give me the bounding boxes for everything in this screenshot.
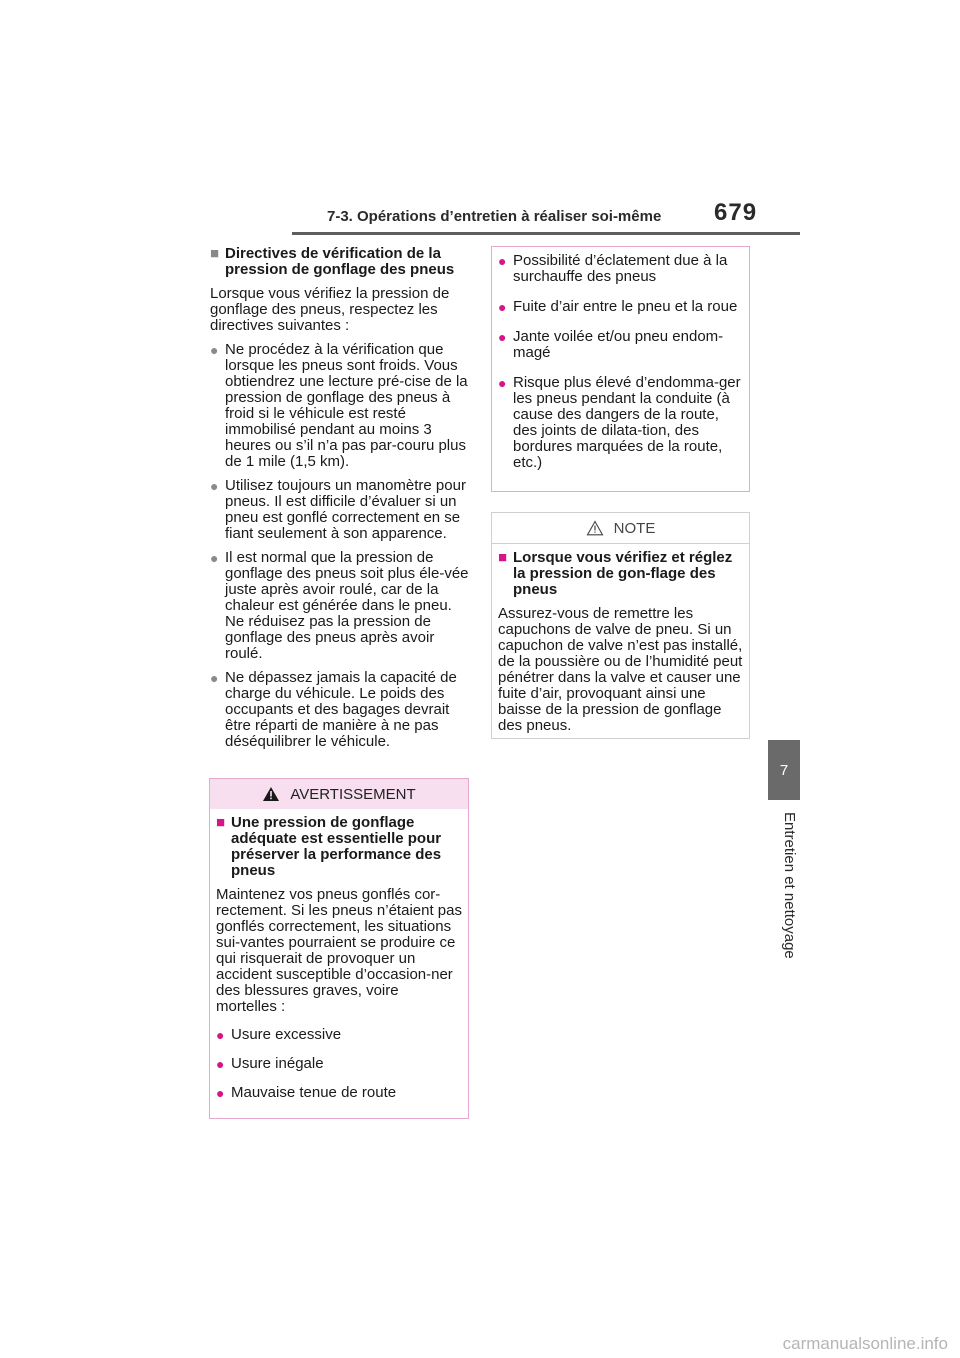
list-item-text: Possibilité d’éclatement due à la surchauffe des pneus xyxy=(513,252,728,285)
warning-triangle-icon xyxy=(262,786,280,802)
bullet-dot-icon: ● xyxy=(216,1027,225,1043)
bullet-dot-icon: ● xyxy=(216,1085,225,1101)
note-header xyxy=(492,513,749,544)
warning-heading-text: Une pression de gonflage adéquate est essentielle pour préserver la performance des pneus xyxy=(231,814,442,879)
warning-body xyxy=(210,809,468,1101)
list-item-text: Il est normal que la pression de gonflage des pneus soit plus éle-vée juste après avoir roulé, car de la chaleur est générée dans le pneu. Ne réduisez pas la pression de gonflage des pneus après avoir roulé. xyxy=(225,549,469,662)
warning-heading xyxy=(216,815,462,879)
bullet-dot-icon: ● xyxy=(210,478,219,494)
list-item xyxy=(216,1027,462,1043)
list-item-text: Ne procédez à la vérification que lorsque les pneus sont froids. Vous obtiendrez une lecture pré-cise de la pression de gonflage des pneus à froid si le véhicule est resté immobilisé pendant au moins 3 heures ou s’il n’a pas par-couru plus de 1 mile (1,5 km). xyxy=(225,341,468,470)
bullet-dot-icon: ● xyxy=(210,550,219,566)
warning-continued-body xyxy=(492,247,749,471)
chapter-label: Entretien et nettoyage xyxy=(781,812,798,959)
list-item xyxy=(498,253,743,285)
list-item-text: Usure excessive xyxy=(231,1026,342,1043)
list-item-text: Utilisez toujours un manomètre pour pneus. Il est difficile d’évaluer si un pneu est gonflé correctement en se fiant seulement à son apparence. xyxy=(225,477,466,542)
list-item xyxy=(498,375,743,471)
list-item xyxy=(210,670,472,750)
warning-header xyxy=(210,779,468,809)
warning-paragraph: Maintenez vos pneus gonflés cor-rectement. Si les pneus n’étaient pas gonflés correctement, les situations sui-vantes pourraient se produire ce qui risquerait de provoquer un accident susceptible d’occasion-ner des blessures graves, voire mortelles : xyxy=(216,886,462,1015)
bullet-dot-icon: ● xyxy=(498,375,507,391)
list-item-text: Fuite d’air entre le pneu et la roue xyxy=(513,298,738,315)
list-item-text: Risque plus élevé d’endomma-ger les pneus pendant la conduite (à cause des dangers de la route, des joints de dilata-tion, des bordures marquées de la route, etc.) xyxy=(513,374,741,471)
note-paragraph: Assurez-vous de remettre les capuchons de valve de pneu. Si un capuchon de valve n’est pas installé, de la poussière ou de l’humidité peut pénétrer dans la valve et causer une fuite d’air, provoquant ainsi une baisse de la pression de gonflage des pneus. xyxy=(498,605,743,734)
left-column xyxy=(210,246,472,758)
warning-box xyxy=(209,778,469,1119)
bullet-dot-icon: ● xyxy=(498,299,507,315)
intro-paragraph: Lorsque vous vérifiez la pression de gonflage des pneus, respectez les directives suivantes : xyxy=(210,285,450,334)
list-item xyxy=(498,299,743,315)
list-item xyxy=(210,342,472,470)
list-item xyxy=(498,329,743,361)
list-item xyxy=(210,478,472,542)
list-item xyxy=(216,1056,462,1072)
list-item-text: Jante voilée et/ou pneu endom-magé xyxy=(513,328,724,361)
list-item-text: Mauvaise tenue de route xyxy=(231,1084,397,1101)
watermark: carmanualsonline.info xyxy=(782,1334,948,1353)
bullet-dot-icon: ● xyxy=(216,1056,225,1072)
note-heading xyxy=(498,550,743,598)
note-body xyxy=(492,544,749,734)
page-number: 679 xyxy=(714,199,758,226)
bullet-dot-icon: ● xyxy=(210,342,219,358)
header-rule xyxy=(292,232,800,235)
list-item-text: Ne dépassez jamais la capacité de charge du véhicule. Le poids des occupants et des bagages devrait être réparti de manière à ne pas déséquilibrer le véhicule. xyxy=(225,669,457,750)
list-item xyxy=(216,1085,462,1101)
caution-triangle-icon xyxy=(586,520,604,536)
chapter-number: 7 xyxy=(779,761,789,779)
square-bullet-icon: ■ xyxy=(498,549,508,566)
bullet-dot-icon: ● xyxy=(210,670,219,686)
section-title: 7-3. Opérations d’entretien à réaliser soi-même xyxy=(327,208,662,225)
list-item xyxy=(210,550,472,662)
bullet-dot-icon: ● xyxy=(498,329,507,345)
note-box xyxy=(491,512,750,739)
chapter-tab xyxy=(768,740,800,800)
warning-continued-box xyxy=(491,246,750,492)
warning-title: AVERTISSEMENT xyxy=(290,785,416,803)
section-heading-text: Directives de vérification de la pression de gonflage des pneus xyxy=(225,245,455,278)
list-item-text: Usure inégale xyxy=(231,1055,324,1072)
note-title: NOTE xyxy=(613,519,656,537)
section-heading xyxy=(210,246,472,278)
square-bullet-icon: ■ xyxy=(210,245,220,262)
square-bullet-icon: ■ xyxy=(216,814,226,831)
bullet-dot-icon: ● xyxy=(498,253,507,269)
note-heading-text: Lorsque vous vérifiez et réglez la pression de gon-flage des pneus xyxy=(513,549,733,598)
